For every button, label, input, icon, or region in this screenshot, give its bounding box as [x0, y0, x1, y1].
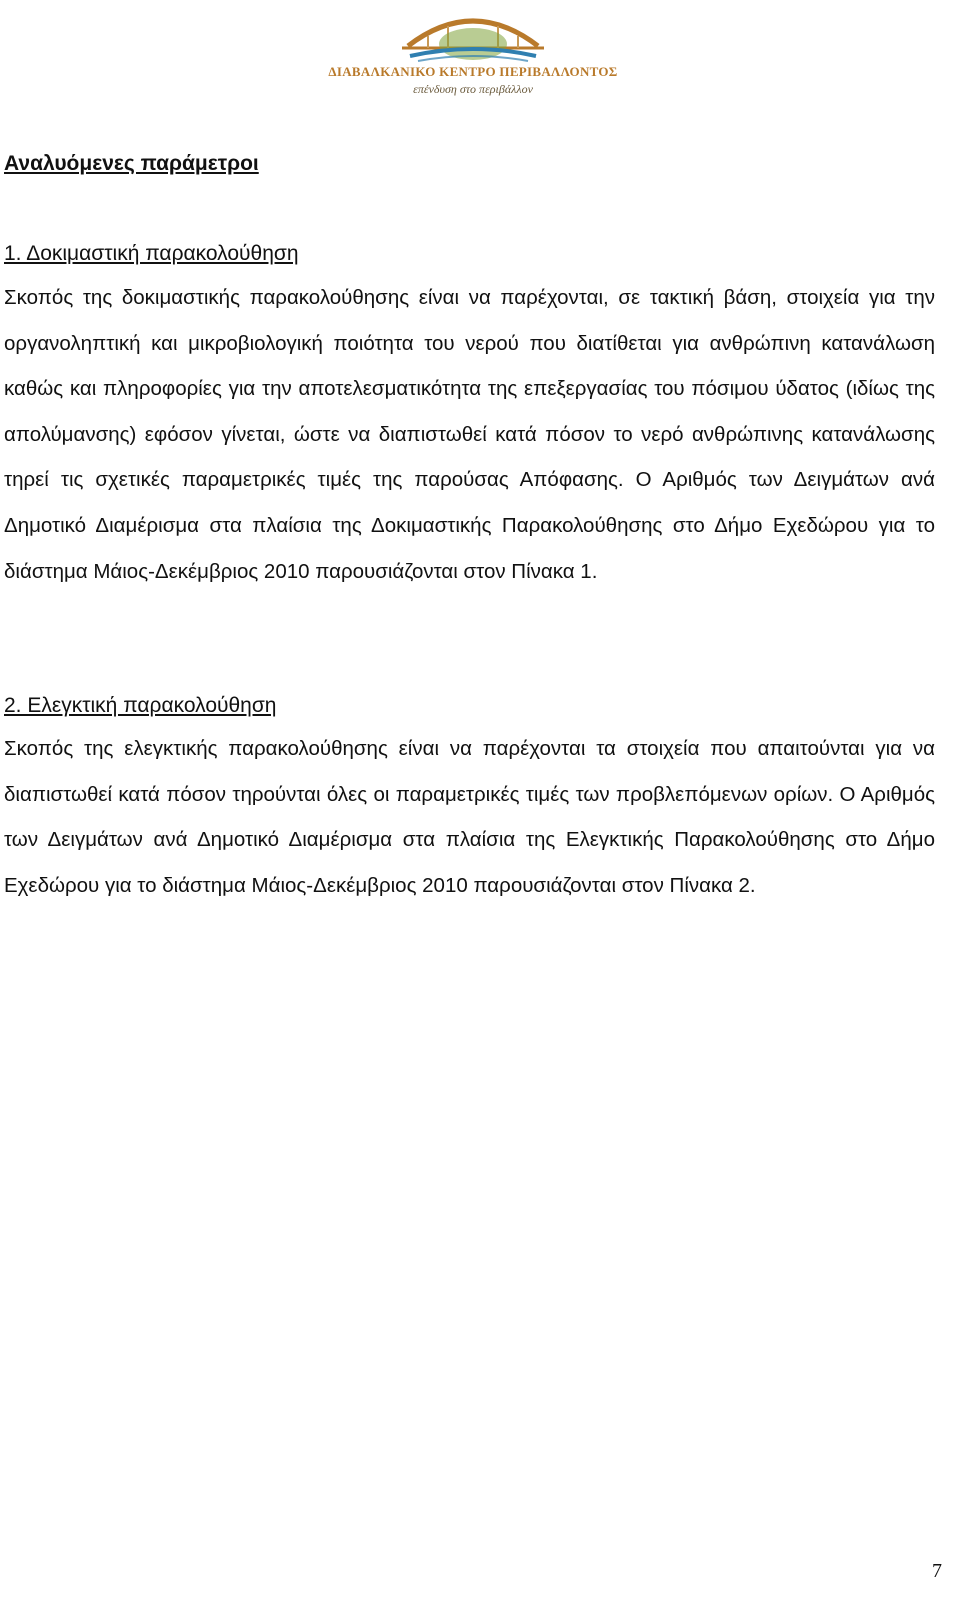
page-number: 7 — [932, 1560, 942, 1582]
org-name: ΔΙΑΒΑΛΚΑΝΙΚΟ ΚΕΝΤΡΟ ΠΕΡΙΒΑΛΛΟΝΤΟΣ — [328, 64, 618, 79]
document-title: Αναλυόμενες παράμετροι — [4, 152, 259, 175]
header-logo — [318, 0, 628, 100]
section-1-paragraph: Σκοπός της δοκιμαστικής παρακολούθησης είναι να παρέχονται, σε τακτική βάση, στοιχεία για την οργανοληπτική και μικροβιολογική ποιότητα του νερού που διατίθεται για ανθρώπινη κατανάλωση καθώς και πληροφορίες για την αποτελεσματικότητα της επεξεργασίας του πόσιμου ύδατος (ιδίως της απολύμανσης) εφόσον γίνεται, ώστε να διαπιστωθεί κατά πόσον το νερό ανθρώπινης κατανάλωσης τηρεί τις σχετικές παραμετρικές τιμές της παρούσας Απόφασης. Ο Αριθμός των Δειγμάτων ανά Δημοτικό Διαμέρισμα στα πλαίσια της Δοκιμαστικής Παρακολούθησης στο Δήμο Εχεδώρου για το διάστημα Μάιος-Δεκέμβριος 2010 παρουσιάζονται στον Πίνακα 1. — [4, 286, 935, 583]
org-motto: επένδυση στο περιβάλλον — [413, 82, 533, 96]
bridge-logo-icon — [398, 2, 548, 64]
section-2-paragraph: Σκοπός της ελεγκτικής παρακολούθησης είναι να παρέχονται τα στοιχεία που απαιτούνται για να διαπιστωθεί κατά πόσον τηρούνται όλες οι παραμετρικές τιμές των προβλεπόμενων ορίων. Ο Αριθμός των Δειγμάτων ανά Δημοτικό Διαμέρισμα στα πλαίσια της Ελεγκτικής Παρακολούθησης στο Δήμο Εχεδώρου για το διάστημα Μάιος-Δεκέμβριος 2010 παρουσιάζονται στον Πίνακα 2. — [4, 737, 935, 897]
section-2-heading: 2. Ελεγκτική παρακολούθηση — [4, 694, 277, 717]
section-1-heading: 1. Δοκιμαστική παρακολούθηση — [4, 242, 299, 265]
